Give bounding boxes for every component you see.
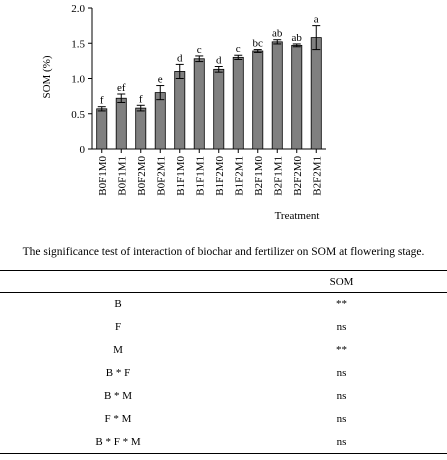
significance-letter: c [235, 43, 241, 56]
x-tick-label: B0F1M1 [116, 156, 129, 196]
som-column-header: SOM [236, 271, 447, 293]
significance-cell: ns [336, 413, 347, 425]
significance-letter: ab [291, 31, 302, 44]
significance-letter: d [216, 54, 222, 67]
bar [214, 69, 224, 149]
bar [175, 71, 185, 149]
y-axis-title: SOM (%) [41, 55, 53, 99]
factor-cell: B * M [103, 390, 133, 402]
bar [311, 38, 321, 149]
significance-cell: ** [336, 298, 347, 311]
table-row [0, 385, 447, 408]
y-tick-label: 0 [79, 144, 85, 156]
significance-letter: e [157, 73, 163, 86]
significance-letter: c [196, 43, 202, 56]
factor-cell: B * F * M [0, 431, 236, 454]
significance-letter: bc [252, 37, 263, 50]
table-row [0, 316, 447, 339]
significance-cell: ** [336, 344, 347, 356]
factor-cell: B * F [105, 367, 131, 379]
y-tick-label: 0.5 [71, 108, 85, 121]
bar [194, 59, 204, 149]
factor-column-header [0, 271, 236, 293]
table-header-row [0, 271, 447, 293]
y-tick-label: 1.5 [71, 38, 85, 51]
table-row [0, 293, 447, 316]
bar [116, 98, 126, 149]
bar [233, 57, 243, 149]
factor-cell: F * M [104, 413, 132, 425]
x-axis-title: Treatment [274, 210, 320, 222]
significance-letter: d [177, 52, 183, 65]
y-tick-label: 2.0 [71, 3, 85, 15]
table-row [0, 431, 447, 454]
bar [136, 108, 146, 149]
bar [97, 109, 107, 149]
bar [292, 45, 302, 149]
significance-cell: ns [336, 390, 347, 402]
x-tick-label: B0F1M0 [96, 156, 109, 196]
significance-letter: a [313, 13, 319, 26]
x-tick-label: B0F2M0 [135, 156, 148, 196]
table-row [0, 339, 447, 362]
factor-cell: F [114, 321, 122, 333]
significance-cell: ns [236, 431, 447, 454]
bar [272, 42, 282, 149]
x-tick-label: B1F1M1 [194, 156, 207, 196]
factor-cell: M [113, 344, 123, 356]
x-tick-label: B2F2M0 [291, 156, 304, 196]
bar [155, 93, 165, 149]
significance-letter: ef [116, 82, 126, 95]
factor-cell: B [114, 298, 122, 311]
x-tick-label: B1F2M0 [213, 156, 226, 196]
significance-cell: ns [336, 367, 347, 379]
bar [253, 51, 263, 149]
x-tick-label: B2F2M1 [311, 156, 324, 196]
x-tick-label: B0F2M1 [155, 156, 168, 196]
x-tick-label: B2F1M0 [252, 156, 265, 196]
table-row [0, 362, 447, 385]
significance-letter: f [99, 94, 104, 107]
significance-letter: f [138, 93, 143, 106]
table-caption: The significance test of interaction of biochar and fertilizer on SOM at flowering stage. [22, 246, 425, 258]
x-tick-label: B1F1M0 [174, 156, 187, 196]
table-row [0, 408, 447, 431]
significance-table [0, 270, 447, 454]
x-tick-label: B2F1M1 [272, 156, 285, 196]
y-tick-label: 1.0 [71, 73, 85, 86]
significance-letter: ab [272, 27, 283, 40]
x-tick-label: B1F2M1 [233, 156, 246, 196]
significance-cell: ns [336, 321, 347, 333]
